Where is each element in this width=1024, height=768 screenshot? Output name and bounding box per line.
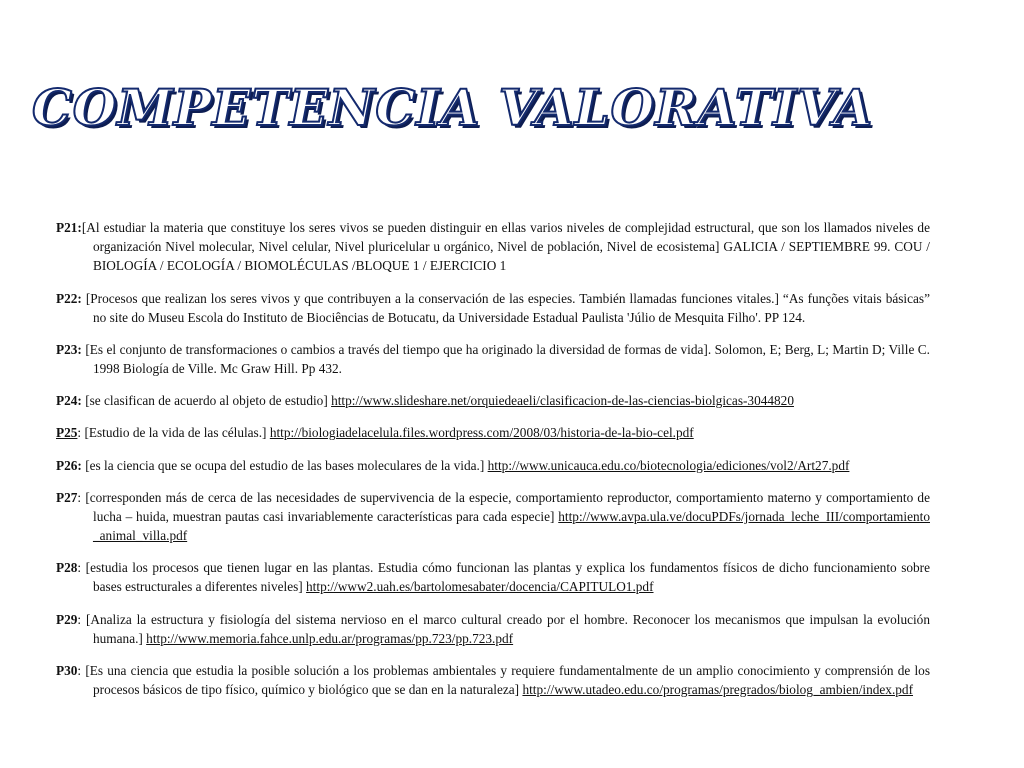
entry-code: P22: (56, 290, 82, 306)
entry-code: P29 (56, 611, 78, 627)
reference-entry-p21 (56, 218, 930, 275)
reference-list (56, 205, 930, 700)
entry-text: [se clasifican de acuerdo al objeto de estudio] (85, 393, 332, 409)
reference-entry-p23 (56, 340, 930, 378)
entry-separator: : (77, 490, 86, 506)
reference-entry-p28 (56, 558, 930, 596)
entry-code: P28 (56, 560, 78, 576)
reference-link[interactable]: http://www.unicauca.edu.co/biotecnologia/ediciones/vol2/Art27.pdf (487, 457, 850, 473)
reference-link[interactable]: http://www.memoria.fahce.unlp.edu.ar/programas/pp.723/pp.723.pdf (146, 630, 514, 646)
reference-entry-p30 (56, 661, 930, 699)
entry-text: [Procesos que realizan los seres vivos y que contribuyen a la conservación de las especies. También llamadas funciones vitales.] “As funções vitais básicas” no site do Museu Escola do Instituto de Biociências de Botucatu, da Universidade Estadual Paulista 'Júlio de Mesquita Filho'. PP 124. (85, 290, 931, 325)
reference-entry-p22 (56, 289, 930, 327)
reference-link[interactable]: http://www2.uah.es/bartolomesabater/docencia/CAPITULO1.pdf (306, 579, 654, 595)
entry-code: P21: (56, 220, 82, 236)
reference-link[interactable]: http://www.slideshare.net/orquiedeaeli/clasificacion-de-las-ciencias-biolgicas-3044820 (331, 393, 794, 409)
entry-text: [estudia los procesos que tienen lugar en las plantas. Estudia cómo funcionan las plantas y explica los fundamentos físicos de dicho funcionamiento sobre bases estructurales a diferentes niveles] (85, 560, 930, 595)
entry-text: [es la ciencia que se ocupa del estudio de las bases moleculares de la vida.] (85, 457, 488, 473)
reference-entry-p27 (56, 488, 930, 545)
reference-entry-p26 (56, 456, 930, 475)
slide-title: COMPETENCIA VALORATIVA (32, 78, 874, 137)
reference-entry-p25 (56, 423, 930, 442)
entry-text: [Es el conjunto de transformaciones o cambios a través del tiempo que ha originado la diversidad de formas de vida]. Solomon, E; Berg, L; Martin D; Ville C. 1998 Biología de Ville. Mc Graw Hill. Pp 432. (85, 341, 931, 376)
entry-code: P26: (56, 457, 82, 473)
reference-link[interactable]: http://biologiadelacelula.files.wordpress.com/2008/03/historia-de-la-bio-cel.pdf (269, 425, 694, 441)
entry-code: P25 (56, 425, 78, 441)
entry-code: P27 (56, 490, 78, 506)
entry-text: [Estudio de la vida de las células.] (84, 425, 270, 441)
entry-text: [corresponden más de cerca de las necesidades de supervivencia de la especie, comportamiento reproductor, comportamiento materno y comportamiento de lucha – huida, muestran pautas casi invariablemente características para cada especie] (85, 490, 930, 525)
reference-entry-p29 (56, 610, 930, 648)
entry-separator: : (77, 662, 86, 678)
entry-code: P23: (56, 341, 82, 357)
reference-link[interactable]: http://www.utadeo.edu.co/programas/pregrados/biolog_ambien/index.pdf (522, 681, 914, 697)
entry-code: P30 (56, 662, 78, 678)
entry-separator: : (77, 560, 86, 576)
entry-text: [Al estudiar la materia que constituye los seres vivos se pueden distinguir en ellas varios niveles de complejidad estructural, que son los llamados niveles de organización Nivel molecular, Nivel celular, Nivel pluricelular u orgánico, Nivel de población, Nivel de ecosistema] GALICIA / SEPTIEMBRE 99. COU / BIOLOGÍA / ECOLOGÍA / BIOMOLÉCULAS /BLOQUE 1 / EJERCICIO 1 (81, 220, 930, 274)
entry-separator: : (77, 611, 86, 627)
reference-entry-p24 (56, 391, 930, 410)
entry-separator: : (77, 425, 85, 441)
entry-code: P24: (56, 393, 82, 409)
entry-text: [Analiza la estructura y fisiología del sistema nervioso en el marco cultural creado por el hombre. Reconocer los mecanismos que impulsan la evolución humana.] (85, 611, 930, 646)
entry-text: [Es una ciencia que estudia la posible solución a los problemas ambientales y requiere fundamentalmente de un amplio conocimiento y comprensión de los procesos básicos de tipo físico, químico y biológico que se dan en la naturaleza] (85, 662, 930, 697)
reference-link[interactable]: http://www.avpa.ula.ve/docuPDFs/jornada_leche_III/comportamiento_animal_villa.pdf (93, 509, 930, 544)
